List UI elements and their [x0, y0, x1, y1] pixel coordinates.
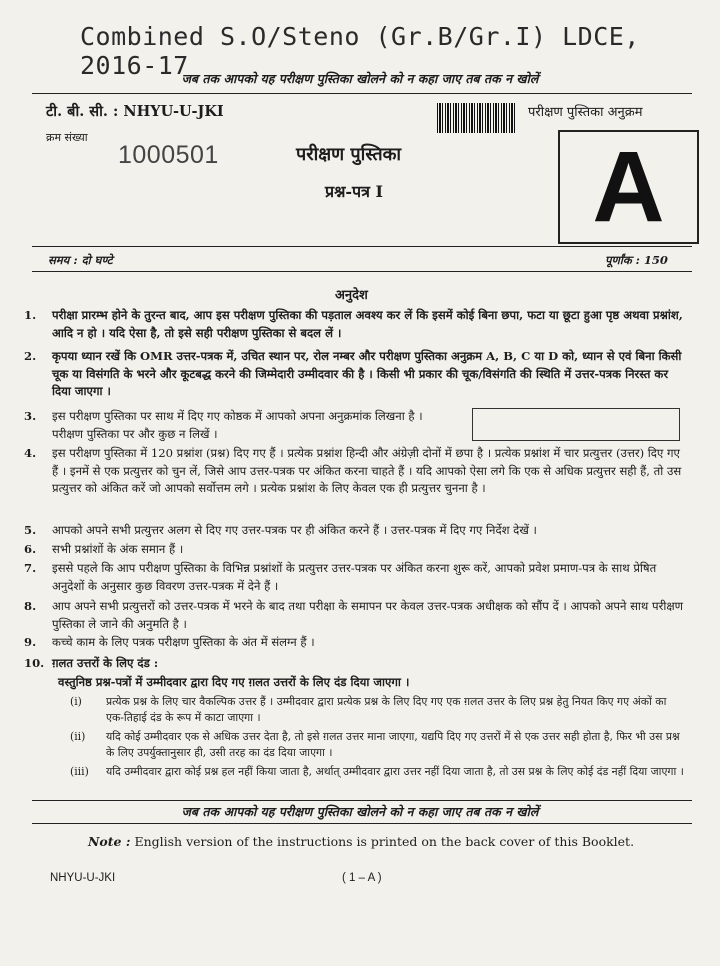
paper-title: प्रश्न-पत्र I	[325, 182, 384, 201]
instruction-8	[24, 598, 684, 633]
instruction-7	[24, 560, 684, 595]
mid-rule	[32, 246, 692, 247]
penalty-point-number: (i)	[70, 695, 82, 708]
penalty-point-text: प्रत्येक प्रश्न के लिए चार वैकल्पिक उत्तर हैं । उम्मीदवार द्वारा प्रत्येक प्रश्न के लिए दिए गए एक ग़लत उत्तर के लिए प्रश्न हेतु नियत किए गए अंकों का एक-तिहाई दंड के रूप में काटा जाएगा ।	[106, 695, 667, 724]
bottom-rule-2	[32, 823, 692, 824]
instruction-text: इस परीक्षण पुस्तिका में 120 प्रश्नांश (प्रश्न) दिए गए हैं । प्रत्येक प्रश्नांश हिन्दी और अंग्रेज़ी दोनों में छपा है । प्रत्येक प्रश्नांश में चार प्रत्युत्तर (उत्तर) दिए गए हैं । इनमें से एक प्रत्युत्तर को चुन लें, जिसे आप उत्तर-पत्रक पर अंकित करना चाहते हैं । यदि आपको ऐसा लगे कि एक से अधिक प्रत्युत्तर सही हैं, तो उस प्रत्युत्तर को अंकित करें जो आपको सर्वोत्तम लगे । प्रत्येक प्रश्नांश के लिए केवल एक ही प्रत्युत्तर चुनना है ।	[52, 446, 682, 495]
penalty-point-2	[60, 729, 685, 761]
series-label: परीक्षण पुस्तिका अनुक्रम	[528, 105, 643, 120]
instruction-text: आपको अपने सभी प्रत्युत्तर अलग से दिए गए उत्तर-पत्रक पर ही अंकित करने हैं । उत्तर-पत्रक में दिए गए निर्देश देखें ।	[52, 523, 537, 537]
note	[88, 834, 688, 849]
series-letter-box	[558, 130, 699, 244]
instruction-number: 1.	[24, 308, 37, 322]
instruction-2	[24, 348, 684, 401]
instruction-number: 8.	[24, 599, 37, 613]
instruction-4	[24, 445, 684, 498]
penalty-point-number: (ii)	[70, 730, 86, 743]
serial-number: 1000501	[118, 141, 219, 169]
penalty-point-number: (iii)	[70, 765, 89, 778]
penalty-point-text: यदि कोई उम्मीदवार एक से अधिक उत्तर देता है, तो इसे ग़लत उत्तर माना जाएगा, यद्यपि दिए गए उत्तरों में से एक उत्तर सही होता है, फिर भी उस प्रश्न के लिए उपर्युक्तानुसार ही, उसी तरह का दंड दिया जाएगा ।	[106, 730, 680, 759]
top-rule	[32, 93, 692, 94]
instruction-number: 3.	[24, 409, 37, 423]
bottom-warning: जब तक आपको यह परीक्षण पुस्तिका खोलने को न कहा जाए तब तक न खोलें	[181, 804, 539, 819]
handwritten-title: Combined S.O/Steno (Gr.B/Gr.I) LDCE, 2016-17	[80, 22, 640, 80]
penalty-point-text: यदि उम्मीदवार द्वारा कोई प्रश्न हल नहीं किया जाता है, अर्थात् उम्मीदवार द्वारा उत्तर नहीं दिया जाता है, तो उस प्रश्न के लिए कोई दंड नहीं दिया जाएगा ।	[106, 765, 684, 778]
instruction-9	[24, 634, 684, 652]
max-marks: पूर्णांक : 150	[605, 253, 668, 267]
serial-label: क्रम संख्या	[46, 131, 88, 144]
instruction-number: 5.	[24, 523, 37, 537]
barcode	[437, 103, 515, 133]
instruction-text: सभी प्रश्नांशों के अंक समान हैं ।	[52, 542, 184, 556]
note-label: Note :	[88, 834, 131, 849]
note-text: English version of the instructions is printed on the back cover of this Booklet.	[134, 834, 635, 849]
penalty-point-3	[60, 764, 685, 780]
instruction-text: कृपया ध्यान रखें कि OMR उत्तर-पत्रक में, उचित स्थान पर, रोल नम्बर और परीक्षण पुस्तिका अनुक्रम A, B, C या D को, ध्यान से एवं बिना किसी चूक या विसंगति के भरने और कूटबद्ध करने की जिम्मेदारी उम्मीदवार की है । किसी भी प्रकार की चूक/विसंगति की स्थिति में उत्तर-पत्रक निरस्त कर दिया जाएगा ।	[52, 349, 682, 398]
instruction-text: ग़लत उत्तरों के लिए दंड :	[52, 656, 159, 670]
instruction-number: 7.	[24, 561, 37, 575]
instruction-number: 10.	[24, 656, 45, 670]
instruction-5	[24, 522, 684, 540]
top-warning: जब तक आपको यह परीक्षण पुस्तिका खोलने को न कहा जाए तब तक न खोलें	[181, 71, 539, 86]
instruction-1	[24, 307, 684, 342]
instructions-heading: अनुदेश	[335, 288, 368, 303]
instruction-text: इस परीक्षण पुस्तिका पर साथ में दिए गए कोष्ठक में आपको अपना अनुक्रमांक लिखना है । परीक्षण पुस्तिका पर और कुछ न लिखें ।	[52, 409, 423, 441]
booklet-title: परीक्षण पुस्तिका	[296, 144, 402, 165]
mid-rule-2	[32, 271, 692, 272]
instruction-3	[24, 408, 444, 443]
time: समय : दो घण्टे	[48, 253, 113, 267]
instruction-number: 6.	[24, 542, 37, 556]
footer-code: NHYU-U-JKI	[50, 872, 116, 884]
instruction-number: 9.	[24, 635, 37, 649]
instruction-text: कच्चे काम के लिए पत्रक परीक्षण पुस्तिका के अंत में संलग्न हैं ।	[52, 635, 315, 649]
bottom-rule	[32, 800, 692, 801]
instruction-text: परीक्षा प्रारम्भ होने के तुरन्त बाद, आप इस परीक्षण पुस्तिका की पड़ताल अवश्य कर लें कि इसमें कोई बिना छपा, फटा या छूटा हुआ पृष्ठ अथवा प्रश्नांश, आदि न हो । यदि ऐसा है, तो इसे सही परीक्षण पुस्तिका से बदल लें ।	[52, 308, 683, 340]
instruction-number: 2.	[24, 349, 37, 363]
instruction-text: आप अपने सभी प्रत्युत्तरों को उत्तर-पत्रक में भरने के बाद तथा परीक्षा के समापन पर केवल उत्तर-पत्रक अधीक्षक को सौंप दें । आपको अपने साथ परीक्षण पुस्तिका ले जाने की अनुमति है ।	[52, 599, 684, 631]
instruction-number: 4.	[24, 446, 37, 460]
roll-number-box[interactable]	[472, 408, 680, 441]
tbc-code: टी. बी. सी. : NHYU-U-JKI	[46, 103, 224, 120]
penalty-point-1	[60, 694, 685, 726]
penalty-intro: वस्तुनिष्ठ प्रश्न-पत्रों में उम्मीदवार द्वारा दिए गए ग़लत उत्तरों के लिए दंड दिया जाएगा ।	[58, 675, 410, 689]
instruction-6	[24, 541, 684, 559]
series-letter: A	[592, 131, 665, 243]
page-number: ( 1 – A )	[342, 872, 382, 884]
instruction-10	[24, 655, 684, 673]
instruction-text: इससे पहले कि आप परीक्षण पुस्तिका के विभिन्न प्रश्नांशों के प्रत्युत्तर उत्तर-पत्रक पर अंकित करना शुरू करें, आपको प्रवेश प्रमाण-पत्र के साथ प्रेषित अनुदेशों के अनुसार कुछ विवरण उत्तर-पत्रक में देने हैं ।	[52, 561, 657, 593]
